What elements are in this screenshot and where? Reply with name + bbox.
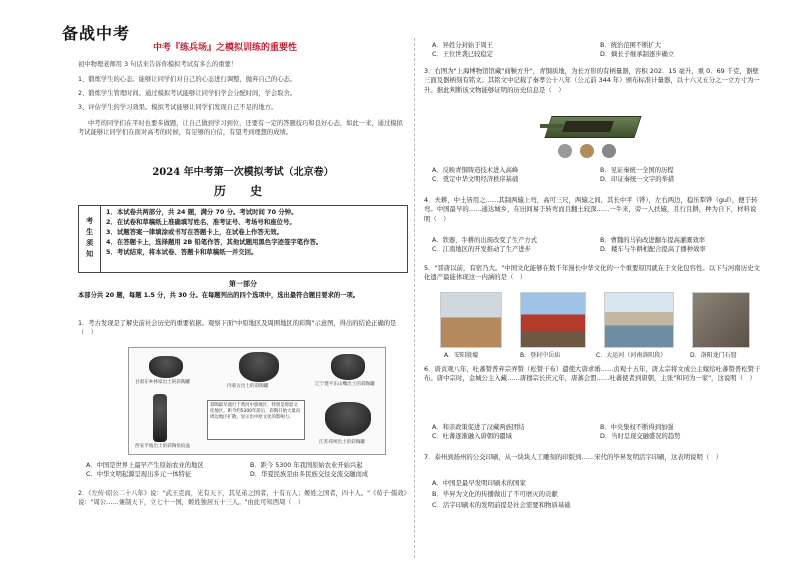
subject-title: 历 史 xyxy=(213,184,273,198)
option: A．和亲政策促进了汉藏两族团结 xyxy=(432,424,525,431)
photo-caption: C．大运河（河南洛阳段） xyxy=(596,352,667,359)
q3-stem: 3．右图为"上海博物馆馆藏"商鞅方升"，青铜质地，为长方形的有柄量器，容积 202．15 毫升，重 0．69 千克，器壁三面及器柄刻有铭文。其铭文中记载了秦孝公十八年（公元前 344 年）颁布标准计量器，以十六又五分之一立方寸为一升。据此判断该文物能够证明的历史信息是（ ） xyxy=(424,67,760,94)
pottery-icon xyxy=(153,394,167,442)
option: B．统治范围不断扩大 xyxy=(600,42,661,49)
option: B．中央集权不断得到加强 xyxy=(600,424,674,431)
pottery-caption: 江苏邳州出土的彩陶罐 xyxy=(319,440,365,445)
intro-closing: 中考的同学们在平时也要多做题，让自己做到学习到位，还要有一定的答题技巧和良好心态，如此一来，通过模拟考试能够让同学们在面对高考的时候，有足够的自信，有望考到理想的成绩。 xyxy=(78,120,403,137)
diagram-center-text: 彩陶最早流行于黄河中游地区，特别是仰韶文化地区。距今约5300年前后，彩陶开始大量向周边地区扩散，显示出中原文化的影响力。 xyxy=(207,400,305,440)
notice-box xyxy=(78,205,408,273)
q2-options xyxy=(432,41,762,59)
option: D．华夏民族是由多民族交往交流交融而成 xyxy=(250,471,369,479)
intro-lead: 初中物理老师用 3 句话来告诉你模拟考试有多么的重要！ xyxy=(78,61,238,68)
option: B．见证秦统一全国的历程 xyxy=(600,167,674,174)
notice-items xyxy=(101,206,327,272)
coin-icon xyxy=(602,144,616,158)
pottery-diagram xyxy=(128,347,386,455)
exam-title: 2024 年中考第一次模拟考试（北京卷） xyxy=(152,167,334,178)
heritage-photo xyxy=(440,292,502,348)
coin-icon xyxy=(580,144,594,158)
promo-title: 中考『练兵场』之模拟训练的重要性 xyxy=(153,43,298,53)
option: C．江南地区的开发推动了生产进步 xyxy=(432,246,531,254)
measure-cavity xyxy=(562,121,614,132)
option: C．王位世袭已较稳定 xyxy=(432,51,494,59)
notice-label: 考生须知 xyxy=(79,206,101,272)
pottery-caption: 西安半坡出土的彩陶鱼纹盆 xyxy=(135,444,191,449)
notice-item: 5．考试结束，将本试卷、答题卡和草稿纸一并交回。 xyxy=(106,247,258,256)
intro-point-1: 1、锻炼学生的心态。能够让同学们对自己的心态进行调整，抛弃自己的心态。 xyxy=(78,76,297,83)
part-title: 第一部分 xyxy=(229,280,257,288)
option: D．嫡长子继承制逐步确立 xyxy=(600,51,675,59)
q2-stem: 2．《左传·昭公二十八年》说："武王克商，光有天下，其兄弟之国者，十有五人；姬姓之国者，四十人。"《荀子·儒效》说："周公……兼制天下，立七十一国，姬姓独居五十三人。"由此可知西周（ ） xyxy=(78,490,407,507)
option: C．奠定中华文明经济秩序基础 xyxy=(432,176,519,184)
q6-stem: 6．唐贞观八年，吐蕃赞普弃宗弄赞（松赞干布）遣使大唐求婚……贞观十五年，唐太宗将文成公主嫁给吐蕃赞普松赞干布。唐中宗时，金城公主入藏……唐穆宗长庆元年，唐蕃会盟……吐蕃使者到唐朝，主张"和同为一家"，这说明（ ） xyxy=(424,365,761,383)
photo-caption: A．安阳殷墟 xyxy=(444,352,479,359)
notice-item: 1．本试卷共两部分，共 24 题，满分 70 分。考试时间 70 分钟。 xyxy=(106,208,298,216)
notice-item: 2．在试卷和草稿纸上准确填写姓名、准考证号、考场号和座位号。 xyxy=(106,217,296,226)
q1-options xyxy=(86,461,408,479)
column-divider xyxy=(414,38,415,558)
option: A．中国是世界上最早产生原始农业的地区 xyxy=(86,462,204,469)
photo-caption: B．登封中岳庙 xyxy=(520,352,561,359)
option: A．反映青铜铸造技术进入高峰 xyxy=(432,167,519,174)
q3-options xyxy=(432,166,762,184)
logo: 备战中考 xyxy=(62,24,131,43)
heritage-photo xyxy=(520,292,586,348)
pottery-caption: 内蒙古出土的彩陶罐 xyxy=(227,384,269,389)
coin-icon xyxy=(558,144,572,158)
intro-point-2: 2、锻炼学生管理时间。通过模拟考试能够让同学们学会分配时间，学会取舍。 xyxy=(78,90,297,97)
pottery-caption: 辽宁建平东山嘴出土的彩陶罐 xyxy=(315,382,375,387)
option: B．距今 5300 年我国原始农业开始兴起 xyxy=(250,462,363,469)
pottery-caption: 甘肃东乡林家出土的彩陶罐 xyxy=(135,380,191,385)
option: D．当时呈现交融盛况的趋势 xyxy=(600,433,681,441)
option: D．印证秦统一文字的举措 xyxy=(600,176,675,184)
pottery-icon xyxy=(325,402,371,436)
q5-stem: 5．"晋唐以前，有宿乃大。"中国文化能够在数千年漫长中华文化的一个重要原因就在于文化包容性。以下与河南历史文化遗产最能体现这一内涵的是（ ） xyxy=(424,264,760,282)
pottery-icon xyxy=(331,354,365,380)
q7-stem: 7．泰州到扬州的公交印刷，从一块块人工雕刻的印版到……宋代的毕昇发明活字印刷，这表明说明（ ） xyxy=(424,453,723,461)
option: B．毕昇为文化的传播做出了不可磨灭的贡献 xyxy=(432,490,558,498)
option: C．吐蕃逐渐融入唐朝的疆域 xyxy=(432,433,512,441)
option: C．中华文明起源呈现出多元一体特征 xyxy=(86,471,192,479)
measure-handle xyxy=(540,124,564,128)
bronze-measure-image xyxy=(540,110,650,162)
pottery-icon xyxy=(149,356,183,378)
intro-point-3: 3、评估学生的学习效果。模拟考试能够让同学们发现自己不足的地方。 xyxy=(78,104,278,111)
option: A．铁器、牛耕的出现改变了生产方式 xyxy=(432,237,538,244)
pottery-icon xyxy=(239,352,279,382)
notice-item: 4．在答题卡上，选择题用 2B 铅笔作答，其他试题用黑色字迹签字笔作答。 xyxy=(106,237,323,246)
option: A．中国是最早发明印刷术的国家 xyxy=(432,479,526,487)
option: D．耧车与牛耕相配合提高了播种效率 xyxy=(600,246,706,254)
option: A．异姓分封始于周王 xyxy=(432,42,493,49)
q4-stem: 4．夫耕，中土皆用之……其制两辕上弯，高可三尺，两辕之间，其长中平（铧），左右两边，稳压犁铧（guǐ），便于转弯。中国最早的……通达城乡，在田间易于转弯而且翻土较深……一牛来，旁一人扶辕，且行且耕，种为自下，材料说明（ ） xyxy=(424,196,758,223)
heritage-photo xyxy=(692,292,750,348)
q1-stem: 1．考古发现是了解史前社会历史的重要依据。观察下面"中原地区及周围地区的彩陶"示意图，得出的结论正确的是（ ） xyxy=(78,320,397,337)
option: C．活字印刷术的发明前提是社会需要和物质基础 xyxy=(432,501,571,509)
q6-options xyxy=(432,423,762,441)
notice-item: 3．试题答案一律填涂或书写在答题卡上，在试卷上作答无效。 xyxy=(106,227,283,236)
part-instruction: 本部分共 20 题，每题 1.5 分，共 30 分。在每题列出的四个选项中，选出最符合题目要求的一项。 xyxy=(78,292,360,299)
q4-options xyxy=(432,236,762,254)
photo-caption: D．洛阳龙门石窟 xyxy=(690,352,737,359)
option: B．曹魏的马钧改进翻车提高灌溉效率 xyxy=(600,237,706,244)
heritage-photo xyxy=(604,292,674,348)
